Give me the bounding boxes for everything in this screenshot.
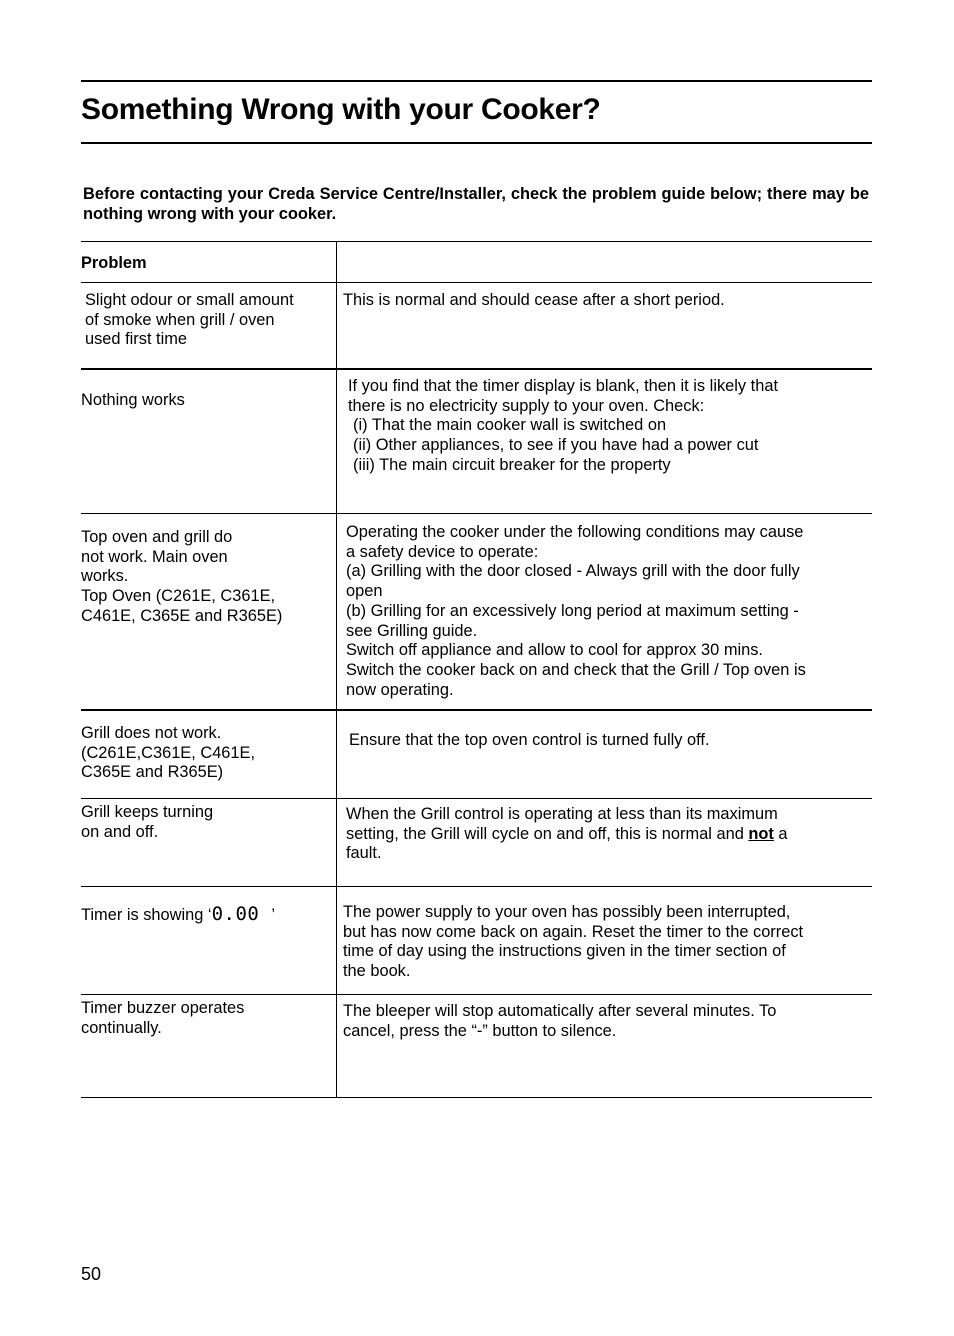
solution-line: there is no electricity supply to your oven. Check:: [348, 396, 705, 415]
solution-line: (ii) Other appliances, to see if you have had a power cut: [353, 436, 759, 455]
solution-cell: [343, 1002, 871, 1041]
solution-line: cancel, press the “-” button to silence.: [343, 1021, 617, 1040]
problem-line: Top oven and grill do: [81, 528, 233, 546]
solution-line: (iii) The main circuit breaker for the property: [353, 455, 671, 474]
problem-line: of smoke when grill / oven: [85, 310, 275, 329]
solution-line: The bleeper will stop automatically after several minutes. To: [343, 1002, 777, 1020]
solution-line: Switch off appliance and allow to cool for approx 30 mins.: [346, 641, 763, 660]
table-row: [81, 513, 872, 709]
column-divider: [336, 514, 337, 709]
solution-cell: [346, 805, 874, 864]
problem-cell: [81, 391, 331, 411]
problem-line: Slight odour or small amount: [85, 291, 294, 309]
problem-line: Grill keeps turning: [81, 803, 214, 821]
column-divider: [336, 995, 337, 1097]
solution-cell: [343, 903, 871, 982]
solution-line: When the Grill control is operating at less than its maximum: [346, 805, 778, 823]
solution-line: time of day using the instructions given in the timer section of: [343, 942, 786, 961]
problem-cell: [85, 291, 335, 350]
solution-line: see Grilling guide.: [346, 621, 478, 640]
problem-line: works.: [81, 567, 129, 586]
problem-text: ’: [271, 906, 275, 924]
solution-cell: [348, 377, 876, 476]
solution-text: setting, the Grill will cycle on and off, this is normal and: [346, 824, 749, 843]
solution-line: If you find that the timer display is blank, then it is likely that: [348, 377, 779, 395]
solution-line: a safety device to operate:: [346, 542, 539, 561]
problem-cell: [81, 999, 331, 1038]
problem-line: C365E and R365E): [81, 763, 224, 782]
solution-line: Ensure that the top oven control is turned fully off.: [349, 731, 710, 749]
solution-line: (b) Grilling for an excessively long period at maximum setting -: [346, 601, 799, 620]
solution-cell: [346, 523, 874, 700]
solution-text: a: [773, 824, 788, 843]
problem-line: Nothing works: [81, 391, 185, 409]
problem-line: used first time: [85, 330, 188, 349]
column-divider: [336, 283, 337, 368]
solution-line: This is normal and should cease after a short period.: [343, 291, 725, 309]
timer-display-readout: 0.00: [211, 903, 260, 925]
table-row: [81, 886, 872, 994]
problem-line: Timer buzzer operates: [81, 999, 245, 1017]
table-row: [81, 368, 872, 513]
solution-line: (a) Grilling with the door closed - Always grill with the door fully: [346, 562, 800, 581]
table-row: [81, 994, 872, 1098]
intro-paragraph: Before contacting your Creda Service Centre/Installer, check the problem guide below; there may be nothing wrong with your cooker.: [83, 185, 869, 223]
solution-line: the book.: [343, 962, 411, 981]
table-header-row: [81, 241, 872, 282]
problem-line: continually.: [81, 1018, 162, 1037]
column-divider: [336, 242, 337, 282]
emphasis-not: not: [748, 824, 774, 843]
page-number: 50: [81, 1264, 102, 1284]
solution-line: [346, 825, 874, 845]
problem-cell: [81, 724, 331, 783]
problem-line: C461E, C365E and R365E): [81, 606, 283, 625]
problem-column-header: Problem: [81, 254, 147, 272]
page-title: Something Wrong with your Cooker?: [81, 93, 601, 126]
solution-line: now operating.: [346, 680, 454, 699]
problem-cell: [81, 803, 331, 842]
problem-cell: [81, 528, 331, 627]
column-divider: [336, 887, 337, 994]
solution-line: Operating the cooker under the following conditions may cause: [346, 523, 804, 541]
problem-line: (C261E,C361E, C461E,: [81, 743, 256, 762]
solution-line: open: [346, 582, 383, 601]
problem-line: not work. Main oven: [81, 547, 228, 566]
table-row: [81, 798, 872, 886]
top-rule: [81, 80, 872, 82]
solution-cell: [349, 731, 877, 751]
title-underline-rule: [81, 142, 872, 144]
column-divider: [336, 370, 337, 513]
column-divider: [336, 799, 337, 886]
solution-line: Switch the cooker back on and check that the Grill / Top oven is: [346, 660, 806, 679]
table-row: [81, 709, 872, 798]
solution-line: fault.: [346, 844, 382, 863]
problem-cell: [81, 905, 331, 926]
column-divider: [336, 711, 337, 798]
problem-line: Grill does not work.: [81, 724, 222, 742]
problem-guide-table: [81, 241, 872, 1098]
solution-line: but has now come back on again. Reset the timer to the correct: [343, 922, 804, 941]
problem-text: Timer is showing ‘: [81, 906, 212, 924]
problem-line: on and off.: [81, 822, 159, 841]
problem-line: Top Oven (C261E, C361E,: [81, 587, 276, 606]
solution-line: The power supply to your oven has possibly been interrupted,: [343, 903, 791, 921]
solution-line: (i) That the main cooker wall is switched on: [353, 416, 667, 435]
table-row: [81, 282, 872, 368]
solution-cell: [343, 291, 871, 311]
